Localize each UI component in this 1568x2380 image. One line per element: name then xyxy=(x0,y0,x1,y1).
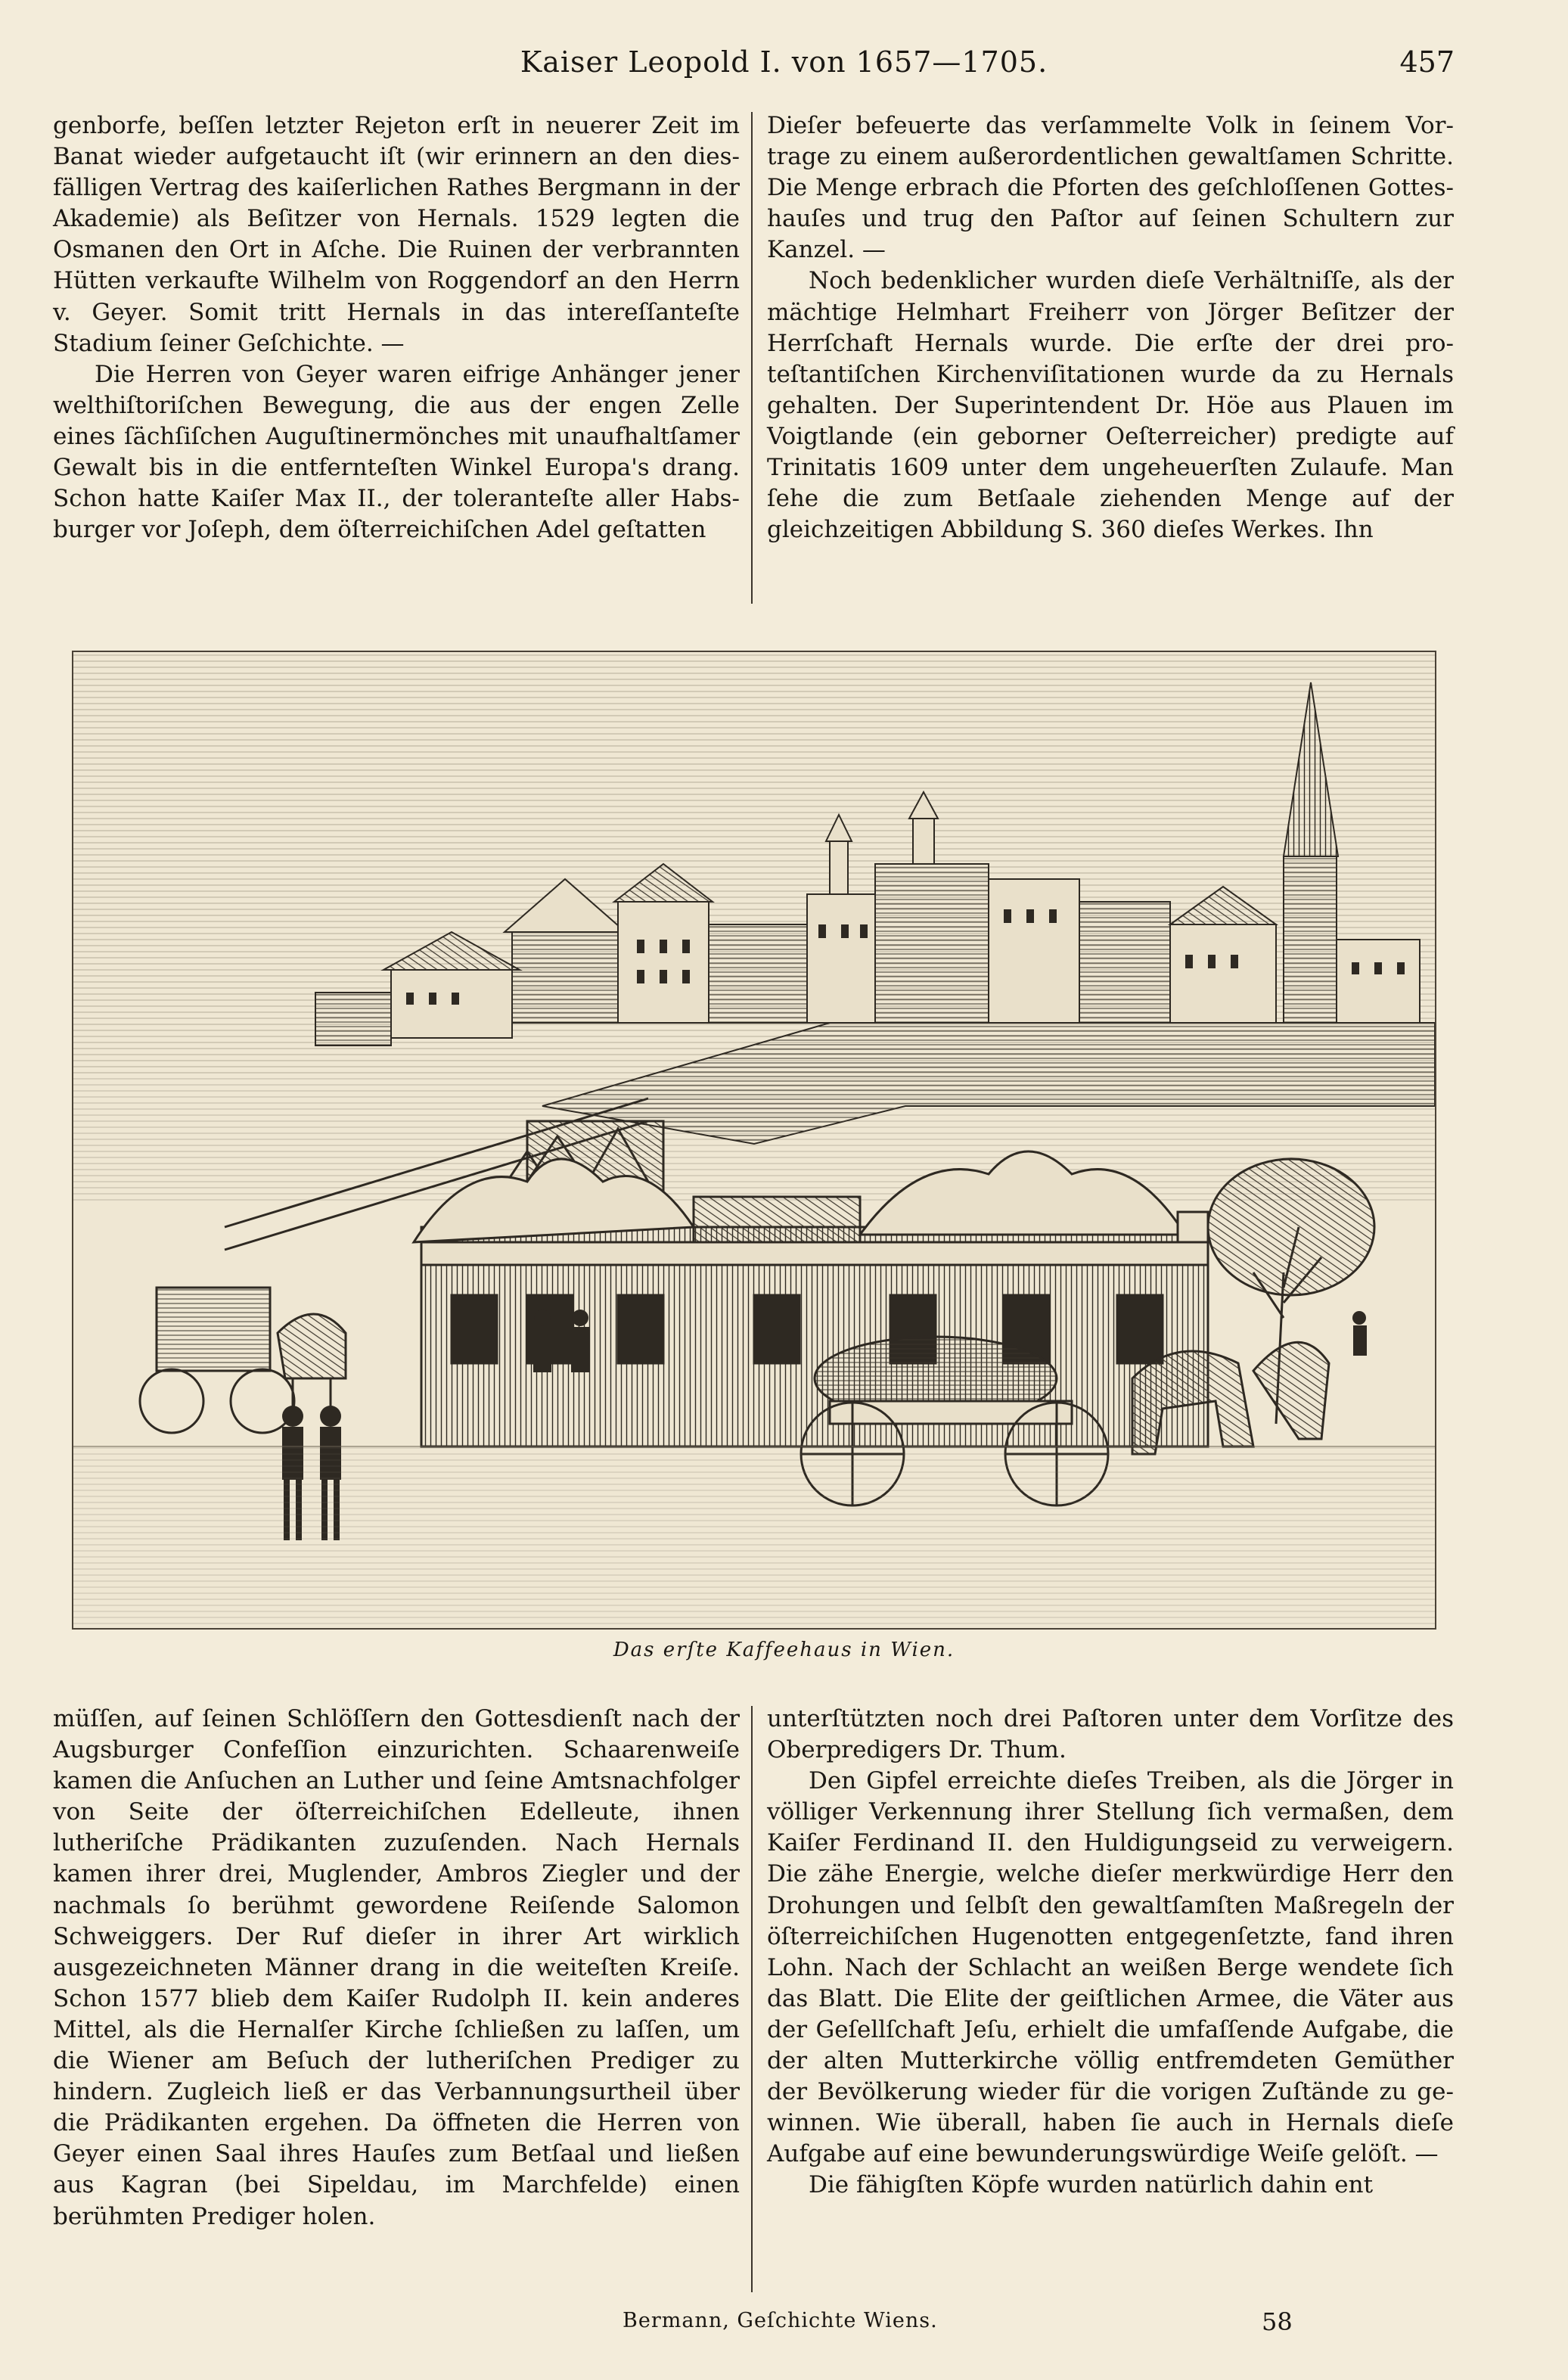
ground xyxy=(73,1446,1435,1628)
carriage xyxy=(140,1288,346,1433)
sheet-signature: 58 xyxy=(1262,2307,1293,2336)
paragraph: Die fähigſten Köpfe wurden natürlich dahin ent xyxy=(809,2171,1374,2199)
paragraph: müſſen, auf ſeinen Schlöſſern den Gottesdienſt nach der Augsburger Confeſſion einzurichten. Schaarenweiſe kamen die Anſuchen an Luther und ſeine Amtsnachfolger von Seite der öſterreichiſchen Edelleute, ihnen lutheriſche Prädikanten zuzuſenden. Nach Hernals kamen ihrer drei, Muglender, Ambros Ziegler und der nachmals ſo berühmt gewordene Reiſende Salomon Schweiggers. Der Ruf dieſer in ihrer Art wirklich ausgezeichneten Männer drang in die weiteſten Kreiſe. Schon 1577 blieb dem Kaiſer Rudolph II. kein anderes Mittel, als die Hernalſer Kirche ſchließen zu laſſen, um die Wiener am Beſuch der lutheriſchen Prediger zu hindern. Zugleich ließ er das Verbannungsurtheil über die Prädikanten ergehen. Da öffneten die Herren von Geyer einen Saal ihres Hauſes zum Betſaal und ließen aus Kagran (bei Sipeldau, im Marchfelde) einen berühmten Prediger holen. xyxy=(53,1705,740,2230)
left-column-top xyxy=(53,110,740,545)
page-number: 457 xyxy=(1399,45,1455,79)
right-column-top xyxy=(767,110,1454,545)
right-column-bottom xyxy=(767,1704,1454,2201)
left-column-bottom xyxy=(53,1704,740,2232)
illustration-caption: Das erſte Kaffeehaus in Wien. xyxy=(613,1639,955,1661)
paragraph: Noch bedenklicher wurden dieſe Verhältniſſe, als der mächtige Helmhart Freiherr von Jörger Beſitzer der Herrſchaft Hernals wurde. Die erſte der drei proteſtantiſchen Kirchenviſitationen wurde da zu Hernals gehalten. Der Superintendent Dr. Höe aus Plauen im Voigtlande (ein geborner Oeſterreicher) predigte auf Trinitatis 1609 unter dem ungeheuerſten Zulaufe. Man ſehe die zum Betſaale ziehenden Menge auf der gleichzeitigen Abbildung S. 360 dieſes Werkes. Ihn xyxy=(767,267,1454,544)
paragraph: Die Herren von Geyer waren eifrige Anhänger jener welthiſtoriſchen Bewegung, die aus der engen Zelle eines ſächſiſchen Auguſtinermönches mit unaufhaltſamer Gewalt bis in die entfernteſten Winkel Europa's drang. Schon hatte Kaiſer Max II., der toleranteſte aller Habsburger vor Joſeph, dem öſterreichiſchen Adel geſtatten xyxy=(53,360,740,544)
footer-source: Bermann, Geſchichte Wiens. xyxy=(623,2309,938,2332)
paragraph: Dieſer befeuerte das verſammelte Volk in ſeinem Vortrage zu einem außerordentlichen gewaltſamen Schritte. Die Menge erbrach die Pforten des geſchloſſenen Gotteshauſes und trug den Paſtor auf ſeinen Schultern zur Kanzel. — xyxy=(767,112,1454,264)
coffee-house xyxy=(414,1151,1208,1446)
paragraph: Den Gipfel erreichte dieſes Treiben, als die Jörger in völliger Verkennung ihrer Stellung ſich vermaßen, dem Kaiſer Ferdinand II. den Huldigungseid zu verweigern. Die zähe Energie, welche dieſer merkwürdige Herr den Drohungen und ſelbſt den gewaltſamſten Maßregeln der öſterreichiſchen Hugenotten entgegenſetzte, fand ihren Lohn. Nach der Schlacht an weißen Berge wendete ſich das Blatt. Die Elite der geiſtlichen Armee, die Väter aus der Geſellſchaft Jeſu, erhielt die umfaſſende Aufgabe, die der alten Mutterkirche völlig entfremdeten Gemüther der Bevölkerung wieder für die vorigen Zuſtände zu gewinnen. Wie überall, haben ſie auch in Hernals dieſe Aufgabe auf eine bewunderungswürdige Weiſe gelöſt. — xyxy=(767,1767,1454,2168)
paragraph: unterſtützten noch drei Paſtoren unter dem Vorſitze des Oberpredigers Dr. Thum. xyxy=(767,1705,1454,1764)
column-divider xyxy=(751,1706,753,2292)
paragraph: genborfe, beſſen letzter Rejeton erſt in neuerer Zeit im Banat wieder aufgetaucht iſt (wir erinnern an den diesfälligen Vertrag des kaiſerlichen Rathes Bergmann in der Akademie) als Beſitzer von Hernals. 1529 legten die Osmanen den Ort in Aſche. Die Ruinen der verbrannten Hütten verkaufte Wilhelm von Roggendorf an den Herrn v. Geyer. Somit tritt Hernals in das intereſſanteſte Stadium ſeiner Geſchichte. — xyxy=(53,112,740,357)
column-divider xyxy=(751,112,753,604)
running-title: Kaiser Leopold I. von 1657—1705. xyxy=(520,45,1048,79)
engraving-illustration xyxy=(72,651,1436,1630)
